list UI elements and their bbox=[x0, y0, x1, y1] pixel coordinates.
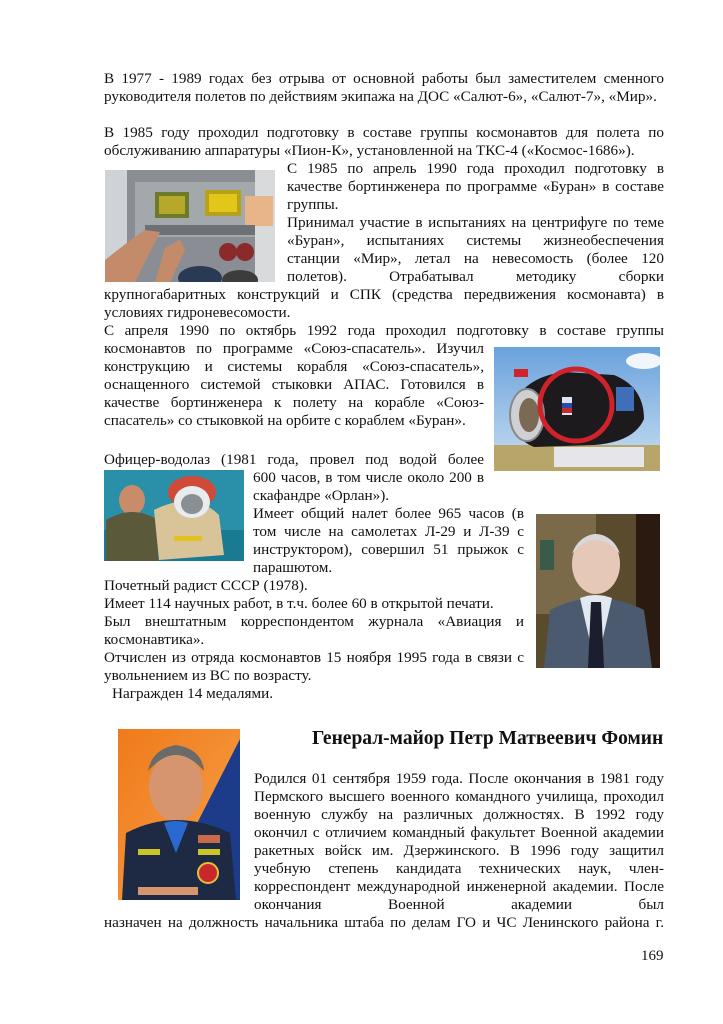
bio1-paragraph-8: Почетный радист СССР (1978). bbox=[104, 577, 308, 594]
cockpit-photo bbox=[105, 170, 275, 282]
page-number: 169 bbox=[641, 948, 664, 964]
bio1-paragraph-7: Имеет общий налет более 965 часов (в том числе на самолетах Л-29 и Л-39 с инструктором), совершил 51 прыжок с парашютом. bbox=[253, 505, 524, 576]
cosmonaut-portrait-photo bbox=[536, 514, 660, 668]
bio1-paragraph-5-wrapped: космонавтов по программе «Союз-спасатель». Изучил конструкцию и системы корабля «Союз-спасатель», оснащенного системой стыковки АПАС. Готовился в качестве бортинженера к полету на корабле «Союз-спасатель» со стыковкой на орбите с кораблем «Буран». bbox=[104, 340, 484, 429]
bio1-paragraph-12: Награжден 14 медалями. bbox=[112, 685, 273, 702]
bio1-paragraph-4-continued: крупногабаритных конструкций и СПК (средства передвижения космонавта) в условиях гидроневесомости. bbox=[104, 286, 664, 321]
bio2-paragraph-1-wrapped: Родился 01 сентября 1959 года. После окончания в 1981 году Пермского высшего военного командного училища, проходил военную службу на различных должностях. В 1992 году окончил с отличием командный факультет Военной академии ракетных войск им. Дзержинского. В 1996 году защитил учебную степень кандидата технических наук, член-корреспондент международной инженерной академии. После окончания Военной академии был bbox=[254, 770, 664, 913]
underwater-training-photo bbox=[104, 470, 244, 561]
bio1-paragraph-10: Был внештатным корреспондентом журнала «Авиация и космонавтика». bbox=[104, 613, 524, 648]
bio1-paragraph-11: Отчислен из отряда космонавтов 15 ноября 1995 года в связи с увольнением из ВС по возрасту. bbox=[104, 649, 524, 684]
bio1-paragraph-9: Имеет 114 научных работ, в т.ч. более 60 в открытой печати. bbox=[104, 595, 494, 612]
spacecraft-photo bbox=[494, 347, 660, 471]
bio1-paragraph-1: В 1977 - 1989 годах без отрыва от основной работы был заместителем сменного руководителя полетов по действиям экипажа на ДОС «Салют-6», «Салют-7», «Мир». bbox=[104, 70, 664, 105]
bio1-paragraph-3: С 1985 по апрель 1990 года проходил подготовку в качестве бортинженера по программе «Буран» в составе группы. bbox=[287, 160, 664, 213]
section-title: Генерал-майор Петр Матвеевич Фомин bbox=[312, 728, 664, 749]
bio1-paragraph-4-wrapped: Принимал участие в испытаниях на центрифуге по теме «Буран», испытаниях системы жизнеобеспечения станции «Мир», летал на невесомость (более 120 полетов). Отрабатывал методику сборки bbox=[287, 214, 664, 285]
bio1-paragraph-6-wrapped: 600 часов, в том числе около 200 в скафандре «Орлан»). bbox=[253, 469, 484, 504]
fomin-portrait-photo bbox=[118, 729, 240, 900]
bio1-paragraph-5-first-line: С апреля 1990 по октябрь 1992 года проходил подготовку в составе группы bbox=[104, 322, 664, 339]
bio1-paragraph-2: В 1985 году проходил подготовку в составе группы космонавтов для полета по обслуживанию аппаратуры «Пион-К», установленной на ТКС-4 («Космос-1686»). bbox=[104, 124, 664, 159]
bio2-paragraph-1-continued: назначен на должность начальника штаба по делам ГО и ЧС Ленинского района г. bbox=[104, 914, 664, 931]
bio1-paragraph-6-first-line: Офицер-водолаз (1981 года, провел под водой более bbox=[104, 451, 484, 468]
